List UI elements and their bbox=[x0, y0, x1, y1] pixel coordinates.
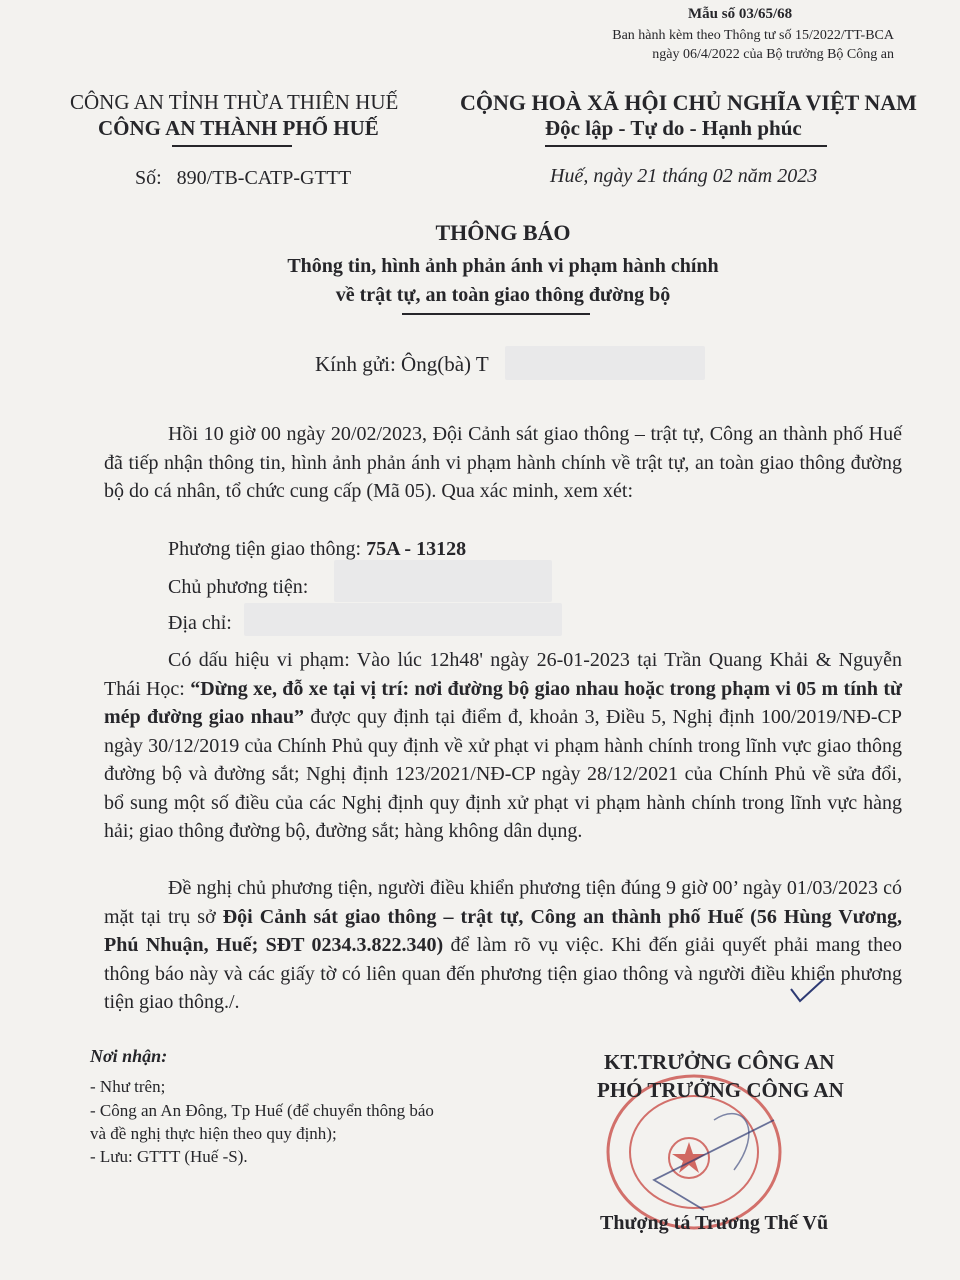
request-office: Đội Cảnh sát giao thông – trật tự, Công an thành phố Huế (56 Hùng Vương, Phú Nhuận, Huế; SĐT 0234.3.822.340) bbox=[104, 905, 902, 956]
form-number: Mẫu số 03/65/68 bbox=[688, 6, 793, 22]
receiver-item-2-cont: và đề nghị thực hiện theo quy định); bbox=[90, 1124, 337, 1143]
violation-description: “Dừng xe, đỗ xe tại vị trí: nơi đường bộ giao nhau hoặc trong phạm vi 05 m tính từ mép đường giao nhau” bbox=[104, 677, 902, 728]
signature-title-1: KT.TRƯỞNG CÔNG AN bbox=[604, 1050, 835, 1074]
owner-label: Chủ phương tiện: bbox=[168, 576, 309, 598]
document-subtitle-line2: về trật tự, an toàn giao thông đường bộ bbox=[335, 284, 671, 306]
violation-paragraph bbox=[104, 646, 902, 846]
receivers-title: Nơi nhận: bbox=[90, 1046, 168, 1066]
nation-motto: Độc lập - Tự do - Hạnh phúc bbox=[545, 116, 802, 140]
motto-underline bbox=[545, 145, 827, 147]
nation-title: CỘNG HOÀ XÃ HỘI CHỦ NGHĨA VIỆT NAM bbox=[460, 90, 917, 115]
check-mark-icon bbox=[788, 975, 828, 1005]
title-underline bbox=[402, 313, 590, 315]
recipient-redaction bbox=[505, 346, 705, 380]
place-date: Huế, ngày 21 tháng 02 năm 2023 bbox=[550, 165, 818, 187]
owner-redaction bbox=[334, 560, 552, 602]
document-title: THÔNG BÁO bbox=[435, 220, 571, 245]
document-subtitle-line1: Thông tin, hình ảnh phản ánh vi phạm hành chính bbox=[287, 255, 719, 277]
vehicle-label: Phương tiện giao thông: bbox=[168, 538, 367, 560]
request-paragraph bbox=[104, 874, 902, 1017]
receiver-item-2: - Công an An Đông, Tp Huế (để chuyển thông báo bbox=[90, 1101, 434, 1120]
signer-name: Thượng tá Trương Thế Vũ bbox=[600, 1212, 829, 1234]
intro-text: Hồi 10 giờ 00 ngày 20/02/2023, Đội Cảnh sát giao thông – trật tự, Công an thành phố Huế đã tiếp nhận thông tin, hình ảnh phản ánh vi phạm hành chính về trật tự, an toàn giao thông đường bộ do cá nhân, tổ chức cung cấp (Mã 05). Qua xác minh, xem xét: bbox=[104, 423, 902, 502]
signature-title-2: PHÓ TRƯỞNG CÔNG AN bbox=[597, 1078, 844, 1102]
address-redaction bbox=[244, 603, 562, 636]
agency-underline bbox=[172, 145, 292, 147]
document-number: Số: 890/TB-CATP-GTTT bbox=[135, 167, 352, 189]
receiver-item-3: - Lưu: GTTT (Huế -S). bbox=[90, 1147, 248, 1166]
address-label: Địa chỉ: bbox=[168, 612, 232, 634]
agency-parent: CÔNG AN TỈNH THỪA THIÊN HUẾ bbox=[70, 90, 399, 114]
recipient-line: Kính gửi: Ông(bà) T bbox=[315, 352, 489, 376]
violation-text-end: được quy định tại điểm đ, khoản 3, Điều 5, Nghị định 100/2019/NĐ-CP ngày 30/12/2019 của Chính Phủ quy định về xử phạt vi phạm hành chính trong lĩnh vực giao thông đường bộ và đường sắt; Nghị định 123/2021/NĐ-CP ngày 28/12/2021 của Chính Phủ về sửa đổi, bổ sung một số điều của các Nghị định quy định xử phạt vi phạm hành chính trong lĩnh vực hàng hải; giao thông đường bộ, đường sắt; hàng không dân dụng. bbox=[104, 706, 902, 842]
form-note-line2: ngày 06/4/2022 của Bộ trưởng Bộ Công an bbox=[652, 47, 894, 62]
intro-paragraph bbox=[104, 420, 902, 506]
agency-name: CÔNG AN THÀNH PHỐ HUẾ bbox=[98, 116, 379, 140]
form-note-line1: Ban hành kèm theo Thông tư số 15/2022/TT-BCA bbox=[612, 28, 894, 43]
request-text-start: Đề nghị chủ phương tiện, người điều khiển phương tiện đúng 9 giờ 00’ ngày 01/03/2023 có mặt tại trụ sở bbox=[104, 877, 902, 928]
vehicle-plate: 75A - 13128 bbox=[366, 538, 467, 560]
request-text-end: để làm rõ vụ việc. Khi đến giải quyết phải mang theo thông báo này và các giấy tờ có liên quan đến phương tiện giao thông và người điều khiển phương tiện giao thông./. bbox=[104, 934, 902, 1013]
receiver-item-1: - Như trên; bbox=[90, 1077, 166, 1096]
violation-text-start: Có dấu hiệu vi phạm: Vào lúc 12h48' ngày 26-01-2023 tại Trần Quang Khải & Nguyễn Thái Học: bbox=[104, 649, 902, 700]
